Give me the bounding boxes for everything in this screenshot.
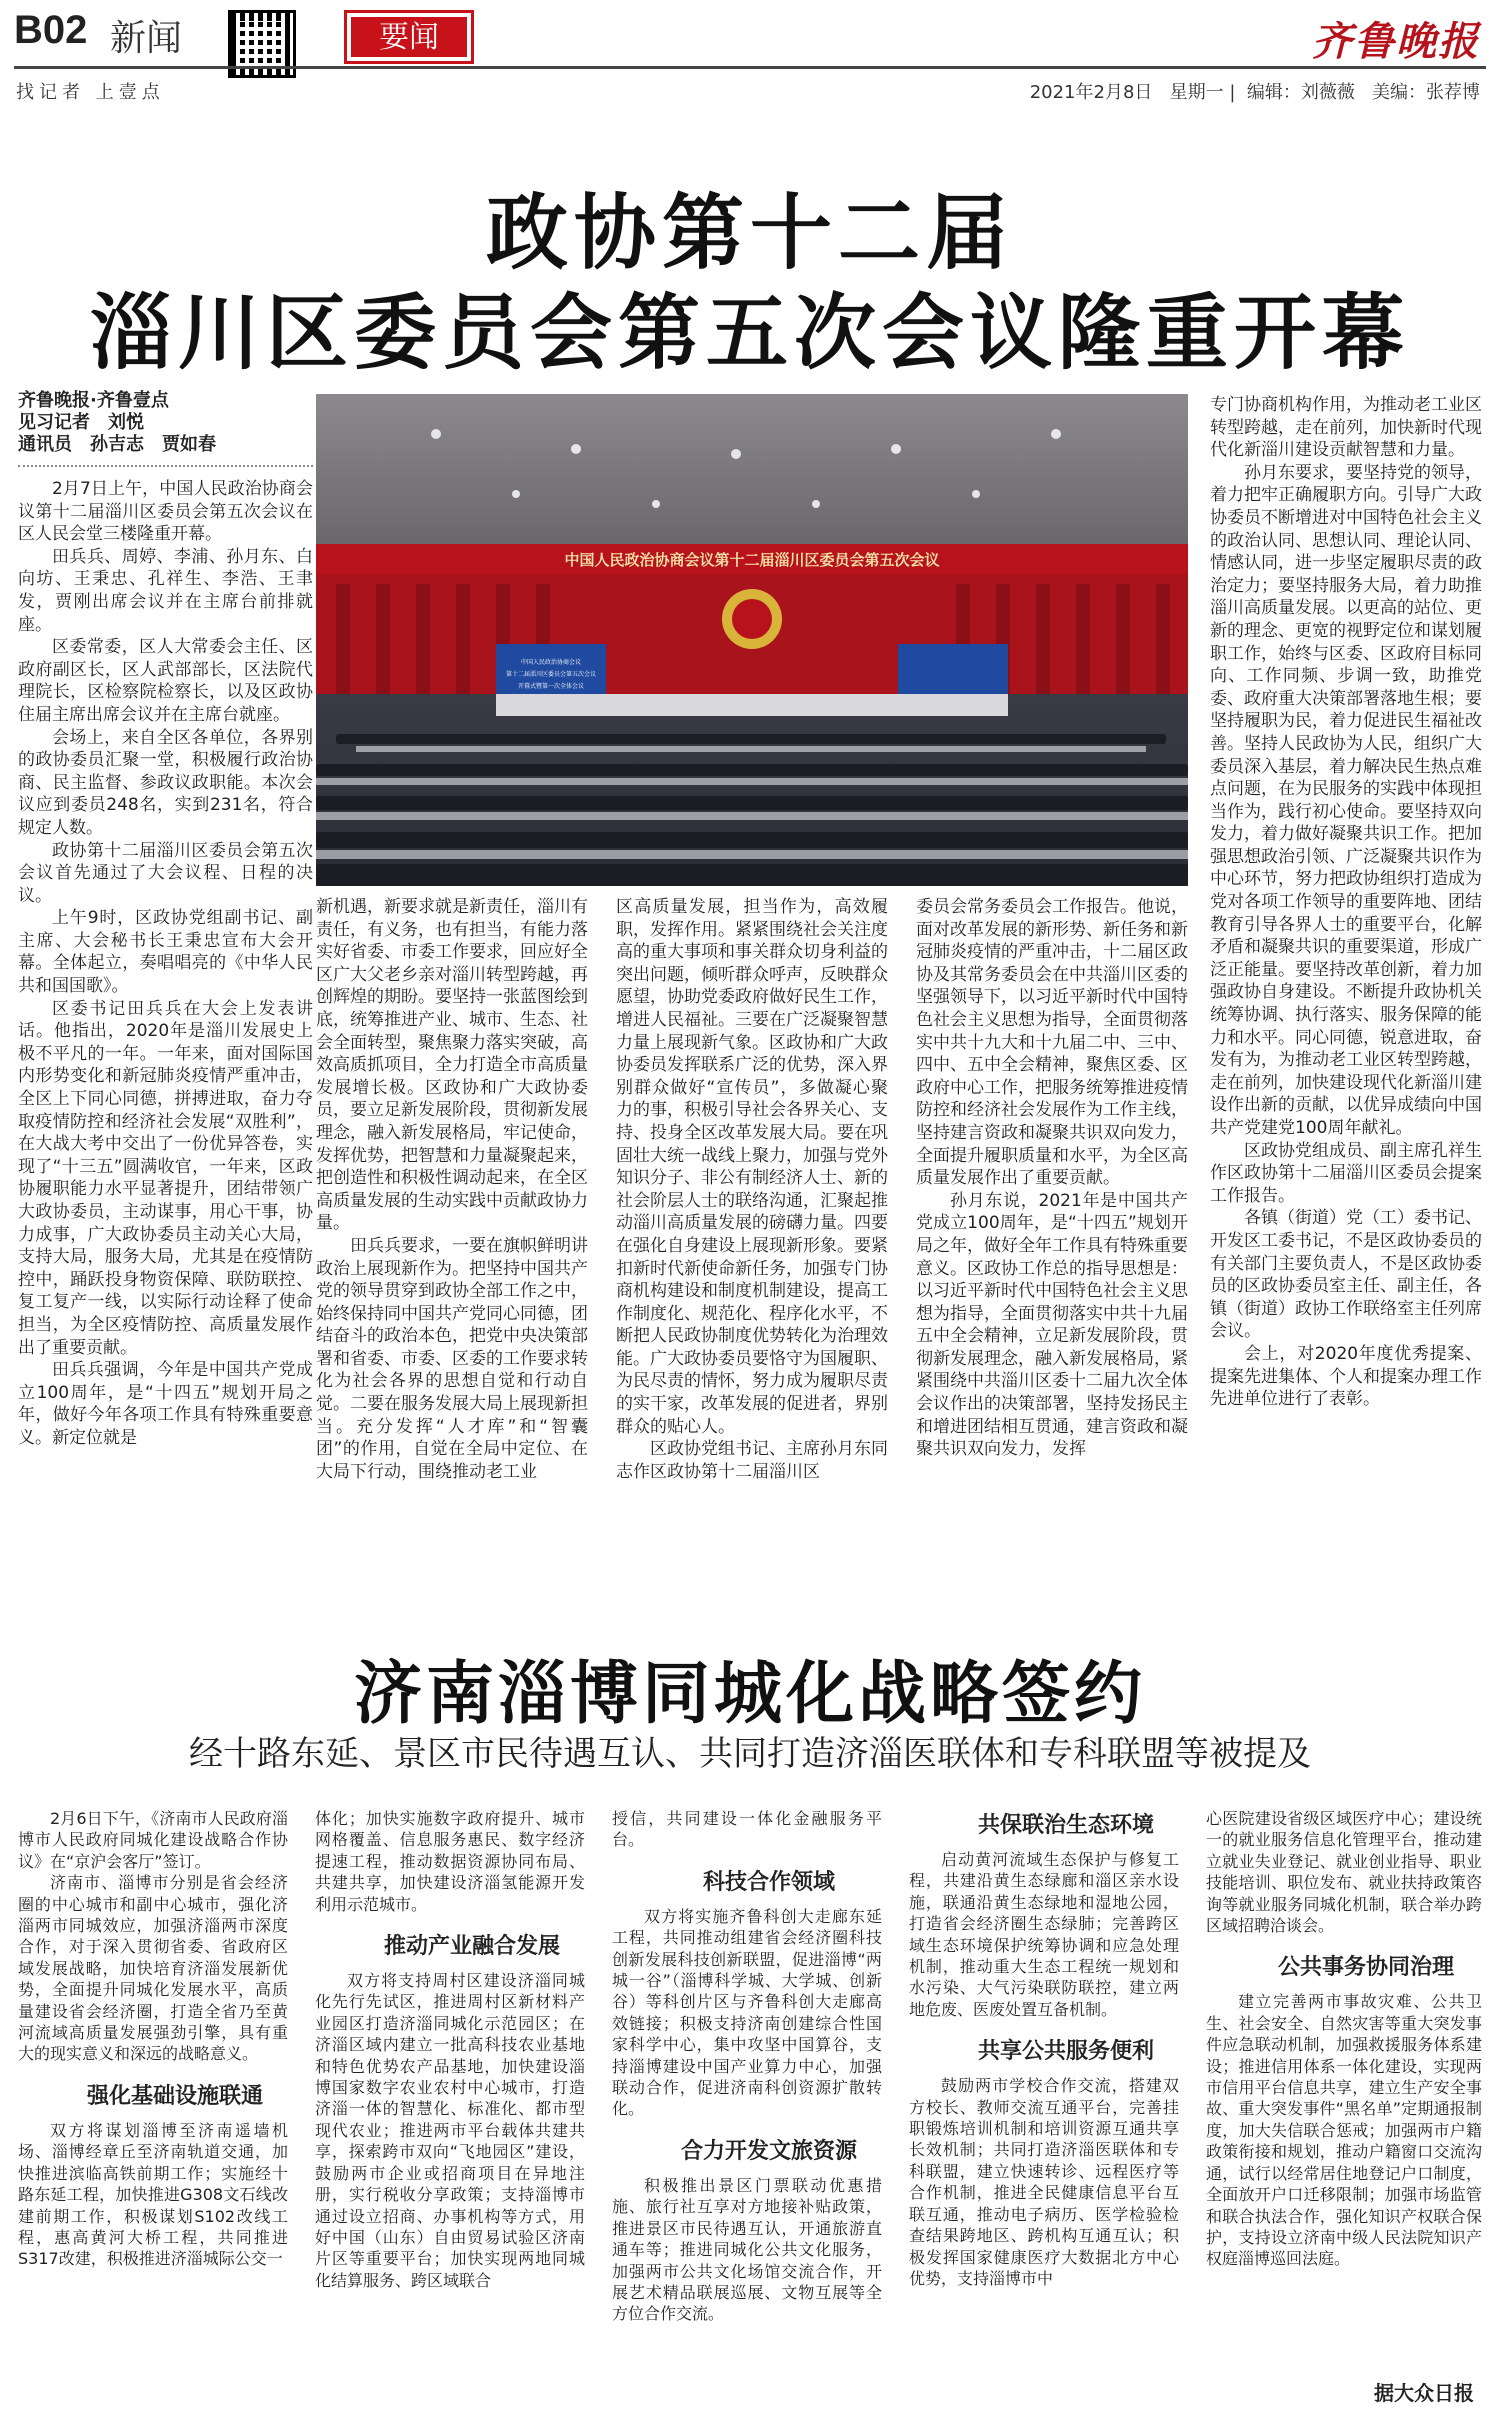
paragraph: 委员会常务委员会工作报告。他说，面对改革发展的新形势、新任务和新冠肺炎疫情的严重冲击，十二届区政协及其常务委员会在中共淄川区委的坚强领导下，以习近平新时代中国特色社会主义思想为指导，全面贯彻落实中共十九大和十九届二中、三中、四中、五中全会精神，聚焦区委、区政府中心工作，把服务统筹推进疫情防控和经济社会发展作为工作主线，坚持建言资政和凝聚共识双向发力，全面提升履职质量和水平，为全区高质量发展作出了重要贡献。 <box>916 897 1188 1189</box>
paragraph: 双方将谋划淄博至济南遥墙机场、淄博经章丘至济南轨道交通，加快推进滨临高铁前期工作；实施经十路东延工程，加快推进G308文石线改建前期工作，积极谋划S102改线工程，惠高黄河大桥工程，共同推进S317改建，积极推进济淄城际公交一 <box>18 2120 288 2269</box>
paragraph: 鼓励两市学校合作交流，搭建双方校长、教师交流互通平台，完善挂职锻炼培训机制和培训资源互通共享长效机制；共同打造济淄医联体和专科联盟，建立快速转诊、远程医疗等合作机制，推进全民健康信息平台互联互通，推动电子病历、医学检验检查结果跨地区、跨机构互通互认；积极发挥国家健康医疗大数据北方中心优势，支持淄博市中 <box>909 2076 1179 2288</box>
paragraph: 孙月东要求，要坚持党的领导，着力把牢正确履职方向。引导广大政协委员不断增进对中国特色社会主义的政治认同、思想认同、理论认同、情感认同，进一步坚定履职尽责的政治定力；要坚持服务大局，着力助推淄川高质量发展。以更高的站位、更新的理念、更宽的视野定位和谋划履职工作，始终与区委、区政府目标同向、工作同频、步调一致，助推党委、政府重大决策部署落地生根；要坚持履职为民，着力促进民生福祉改善。坚持人民政协为人民，组织广大委员深入基层，着力解决民生热点难点问题，在为民服务的实践中体现担当作为，践行初心使命。要坚持双向发力，着力做好凝聚共识工作。把加强思想政治引领、广泛凝聚共识作为中心环节，努力把政协组织打造成为党对各项工作领导的重要阵地、团结教育引导各界人士的重要平台，化解矛盾和凝聚共识的重要渠道，形成广泛正能量。要坚持改革创新，着力加强政协自身建设。不断提升政协机关统筹协调、执行落实、服务保障的能力和水平。同心同德，锐意进取，奋发有为，为推动老工业区转型跨越，走在前列，加快建设现代化新淄川建设作出新的贡献，以优异成绩向中国共产党建党100周年献礼。 <box>1210 462 1482 1138</box>
article1-column-2 <box>316 896 588 1483</box>
paragraph: 2月6日下午，《济南市人民政府淄博市人民政府同城化建设战略合作协议》在“京沪会客厅”签订。 <box>18 1809 288 1871</box>
page-header <box>14 4 1486 112</box>
paragraph: 积极推出景区门票联动优惠措施、旅行社互享对方地接补贴政策，推进景区市民待遇互认，开通旅游直通车等；推进同城化公共文化服务，加强两市公共文化场馆交流合作，开展艺术精品联展巡展、文物互展等全方位合作交流。 <box>612 2175 882 2324</box>
page-number: B02 <box>14 8 88 52</box>
paragraph: 授信，共同建设一体化金融服务平台。 <box>612 1809 882 1850</box>
newspaper-logo: 齐鲁晚报 <box>1312 18 1480 65</box>
byline-divider <box>18 465 313 467</box>
paragraph: 体化；加快实施数字政府提升、城市网格覆盖、信息服务惠民、数字经济提速工程，推动数据资源协同布局、共建共享，加快建设济淄氢能源开发利用示范城市。 <box>315 1809 585 1914</box>
paragraph: 济南市、淄博市分别是省会经济圈的中心城市和副中心城市，强化济淄两市同城效应，加强济淄两市深度合作，对于深入贯彻省委、省政府区域发展战略，加快培育济淄发展新优势，全面提升同城化发展水平，高质量建设省会经济圈，打造全省乃至黄河流域高质量发展强劲引擎，具有重大的现实意义和深远的战略意义。 <box>18 1873 288 2064</box>
paragraph: 田兵兵、周婷、李浦、孙月东、白向坊、王秉忠、孔祥生、李浩、王聿发，贾刚出席会议并在主席台前排就座。 <box>18 546 313 635</box>
stage-banner-text: 中国人民政治协商会议第十二届淄川区委员会第五次会议 <box>564 551 940 569</box>
article1-column-4 <box>916 896 1188 1461</box>
paragraph: 双方将支持周村区建设济淄同城化先行先试区，推进周村区新材料产业园区打造济淄同城化示范园区；在济淄区域内建立一批高科技农业基地和特色优势农产品基地，加快建设淄博国家数字农业农村中心城市，打造济淄一体的智慧化、标准化、都市型现代农业；推进两市平台载体共建共享，探索跨市双向“飞地园区”建设，鼓励两市企业或招商项目在异地注册，实行税收分享政策；支持淄博市通过设立招商、办事机构等方式，用好中国（山东）自由贸易试验区济南片区等重要平台；加快实现两地同城化结算服务、跨区域联合 <box>315 1971 585 2290</box>
article2-column-4 <box>909 1808 1179 2289</box>
paragraph: 政协第十二届淄川区委员会第五次会议首先通过了大会议程、日程的决议。 <box>18 840 313 906</box>
paragraph: 专门协商机构作用，为推动老工业区转型跨越，走在前列，加快新时代现代化新淄川建设贡献智慧和力量。 <box>1210 395 1482 461</box>
headline-line-1: 政协第十二届 <box>485 186 1014 281</box>
paragraph: 田兵兵要求，一要在旗帜鲜明讲政治上展现新作为。把坚持中国共产党的领导贯穿到政协全部工作之中，始终保持同中国共产党同心同德，团结奋斗的政治本色，把党中央决策部署和省委、市委、区委的工作要求转化为社会各界的思想自觉和行动自觉。二要在服务发展大局上展现新担当。充分发挥“人才库”和“智囊团”的作用，自觉在全局中定位、在大局下行动，围绕推动老工业 <box>316 1235 588 1482</box>
paragraph: 启动黄河流域生态保护与修复工程，共建沿黄生态绿廊和淄区亲水设施，联通沿黄生态绿地和湿地公园，打造省会经济圈生态绿肺；完善跨区域生态环境保护统筹协调和应急处理机制，推动重大生态工程统一规划和水污染、大气污染联防联控，建立两地危废、医废处置互备机制。 <box>909 1850 1179 2019</box>
article1-column-1 <box>18 478 313 1450</box>
section-heading: 推动产业融合发展 <box>383 1934 560 1960</box>
headline-line-2: 淄川区委员会第五次会议隆重开幕 <box>89 286 1410 381</box>
paragraph: 上午9时，区政协党组副书记、副主席、大会秘书长王秉忠宣布大会开幕。全体起立，奏唱唱亮的《中华人民共和国国歌》。 <box>18 908 313 997</box>
header-divider <box>14 66 1486 69</box>
section-badge <box>344 10 474 64</box>
article2-column-1 <box>18 1808 288 2270</box>
paragraph: 田兵兵强调，今年是中国共产党成立100周年，是“十四五”规划开局之年，做好今年各项工作具有特殊重要意义。新定位就是 <box>18 1360 313 1448</box>
paragraph: 建立完善两市事故灾难、公共卫生、社会安全、自然灾害等重大突发事件应急联动机制，加强救援服务体系建设；推进信用体系一体化建设，实现两市信用平台信息共享，建立生产安全事故、重大突发事件“黑名单”定期通报制度，加大失信联合惩戒；加强两市户籍政策衔接和规划，推动户籍窗口交流沟通，试行以经常居住地登记户口制度，全面放开户口迁移限制；加强市场监管和联合执法合作，强化知识产权联合保护，支持设立济南中级人民法院知识产权庭淄博巡回法庭。 <box>1206 1992 1482 2269</box>
slogan: 找记者 上壹点 <box>16 82 165 103</box>
designer: 美编：张荐博 <box>1372 82 1480 103</box>
byline-line: 见习记者 刘悦 <box>18 412 144 433</box>
conference-hall-image <box>316 394 1188 886</box>
paragraph: 各镇（街道）党（工）委书记、开发区工委书记，不是区政协委员的有关部门主要负责人，不是区政协委员的区政协委员室主任、副主任，各镇（街道）政协工作联络室主任列席会议。 <box>1210 1208 1482 1342</box>
editor: 编辑：刘薇薇 <box>1246 82 1355 103</box>
paragraph: 区委书记田兵兵在大会上发表讲话。他指出，2020年是淄川发展史上极不平凡的一年。一年来，面对国际国内形势变化和新冠肺炎疫情严重冲击，全区上下同心同德，拼搏进取，奋力夺取疫情防控和经济社会发展“双胜利”，在大战大考中交出了一份优异答卷，实现了“十三五”圆满收官，一年来，区政协履职能力水平显著提升，团结带领广大政协委员，主动谋事，用心干事，协力成事，广大政协委员主动关心大局，支持大局，服务大局，尤其是在疫情防控中，踊跃投身物资保障、联防联控、复工复产一线，以实际行动诠释了使命担当，为全区疫情防控、高质量发展作出了重要贡献。 <box>18 998 313 1358</box>
section-heading: 公共事务协同治理 <box>1277 1955 1454 1981</box>
paragraph: 孙月东说，2021年是中国共产党成立100周年，是“十四五”规划开局之年，做好全年工作具有特殊重要意义。区政协工作总的指导思想是：以习近平新时代中国特色社会主义思想为指导，全面贯彻落实中共十九届五中全会精神，立足新发展阶段，贯彻新发展理念，融入新发展格局，紧紧围绕中共淄川区委十二届九次全体会议作出的决策部署，坚持发扬民主和增进团结相互贯通，建言资政和凝聚共识双向发力，发挥 <box>916 1190 1188 1460</box>
subheadline-2: 经十路东延、景区市民待遇互认、共同打造济淄医联体和专科联盟等被提及 <box>189 1734 1311 1774</box>
paragraph: 新机遇，新要求就是新责任，淄川有责任，有义务，也有担当，有能力落实好省委、市委工作要求，回应好全区广大父老乡亲对淄川转型跨越，再创辉煌的期盼。要坚持一张蓝图绘到底，统筹推进产业、城市、生态、社会全面转型，聚焦聚力落实突破，高效高质抓项目，全力打造全市高质量发展增长极。区政协和广大政协委员，要立足新发展阶段，贯彻新发展理念，融入新发展格局，牢记使命，发挥优势，把智慧和力量凝聚起来，把创造性和积极性调动起来，在全区高质量发展的生动实践中贡献政协力量。 <box>316 897 588 1234</box>
paragraph: 心医院建设省级区域医疗中心；建设统一的就业服务信息化管理平台，推动建立就业失业登记、就业创业指导、职业技能培训、职位发布、就业扶持政策咨询等就业服务同城化机制，联合举办跨区域招聘洽谈会。 <box>1206 1809 1482 1936</box>
paragraph: 区政协党组成员、副主席孔祥生作区政协第十二届淄川区委员会提案工作报告。 <box>1210 1140 1482 1206</box>
section-heading: 共保联治生态环境 <box>977 1813 1154 1838</box>
screen-text: 第十二届淄川区委员会第五次会议 <box>505 671 597 678</box>
issue-date: 2021年2月8日 <box>1029 82 1153 103</box>
article1-column-3 <box>616 896 888 1483</box>
byline <box>18 390 216 456</box>
paragraph: 会上，对2020年度优秀提案、提案先进集体、个人和提案办理工作先进单位进行了表彰。 <box>1210 1343 1482 1410</box>
source-credit: 据大众日报 <box>1374 2381 1474 2405</box>
article2-column-2 <box>315 1808 585 2291</box>
issue-meta: 2021年2月8日 星期一 | 编辑：刘薇薇 美编：张荐博 <box>1029 82 1480 103</box>
section-heading: 强化基础设施联通 <box>86 2083 263 2109</box>
byline-line: 齐鲁晚报·齐鲁壹点 <box>18 390 169 411</box>
byline-line: 通讯员 孙吉志 贾如春 <box>18 434 216 455</box>
article1-column-5 <box>1210 394 1482 1411</box>
paragraph: 双方将实施齐鲁科创大走廊东延工程，共同推动组建省会经济圈科技创新发展科技创新联盟，促进淄博“两城一谷”（淄博科学城、大学城、创新谷）等科创片区与齐鲁科创大走廊高效链接；积极支持济南创建综合性国家科学中心，集中攻坚中国算谷，支持淄博建设中国产业算力中心，加强联动合作，促进济南科创资源扩散转化。 <box>612 1906 882 2119</box>
section-heading: 合力开发文旅资源 <box>680 2138 857 2164</box>
section-name: 新闻 <box>110 18 183 59</box>
section-badge-label: 要闻 <box>351 17 467 57</box>
paragraph: 区政协党组书记、主席孙月东同志作区政协第十二届淄川区 <box>616 1439 888 1482</box>
paragraph: 区委常委，区人大常委会主任、区政府副区长，区人武部部长，区法院代理院长，区检察院检察长，以及区政协住届主席出席会议并在主席台就座。 <box>18 637 313 725</box>
screen-text: 中国人民政治协商会议 <box>520 659 582 666</box>
paragraph: 2月7日上午，中国人民政治协商会议第十二届淄川区委员会第五次会议在区人民会堂三楼隆重开幕。 <box>18 479 313 545</box>
section-heading: 共享公共服务便利 <box>977 2039 1154 2065</box>
paragraph: 区高质量发展，担当作为，高效履职，发挥作用。紧紧围绕社会关注度高的重大事项和事关群众切身利益的突出问题，倾听群众呼声，反映群众愿望，协助党委政府做好民生工作，增进人民福祉。三要在广泛凝聚智慧力量上展现新气象。区政协和广大政协委员发挥联系广泛的优势，深入界别群众做好“宣传员”，多做凝心聚力的事，积极引导社会各界关心、支持、投身全区改革发展大局。要在巩固壮大统一战线上聚力，加强与党外知识分子、非公有制经济人士、新的社会阶层人士的联络沟通，汇聚起推动淄川高质量发展的磅礴力量。四要在强化自身建设上展现新形象。要紧扣新时代新使命新任务，加强专门协商机构建设和制度机制建设，提高工作制度化、规范化、程序化水平，不断把人民政协制度优势转化为治理效能。广大政协委员要恪守为国履职、为民尽责的情怀，努力成为履职尽责的实干家，改革发展的促进者，界别群众的贴心人。 <box>616 897 888 1437</box>
headline-2: 济南淄博同城化战略签约 <box>353 1655 1146 1734</box>
issue-weekday: 星期一 <box>1169 82 1224 103</box>
article2-column-3 <box>612 1808 882 2325</box>
paragraph: 会场上，来自全区各单位，各界别的政协委员汇聚一堂，积极履行政治协商、民主监督、参政议政职能。本次会议应到委员248名，实到231名，符合规定人数。 <box>18 727 313 838</box>
section-heading: 科技合作领域 <box>702 1869 835 1895</box>
article2-column-5 <box>1206 1808 1482 2270</box>
screen-text: 开幕式暨第一次全体会议 <box>517 683 585 690</box>
conference-photo <box>316 394 1188 886</box>
